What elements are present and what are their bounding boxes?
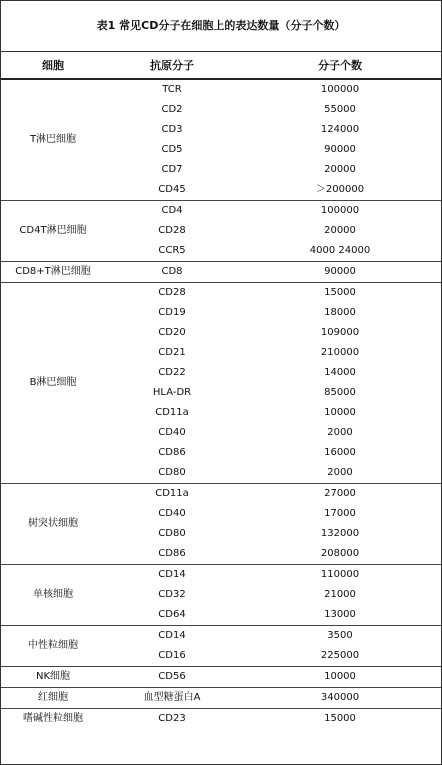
molecule-count: 225000: [320, 650, 360, 661]
molecule-count: 27000: [239, 484, 441, 505]
molecule-count: 90000: [324, 144, 356, 155]
molecule-count: 3500: [239, 626, 441, 647]
molecule-count: 100000: [239, 201, 441, 222]
header-cell-type: 细胞: [1, 52, 105, 79]
antigen: CD40: [158, 508, 186, 519]
molecule-count: 13000: [324, 609, 356, 620]
antigen: CD32: [158, 589, 186, 600]
molecule-count: 18000: [324, 307, 356, 318]
antigen: CD86: [158, 447, 186, 458]
cell-type: T淋巴细胞: [1, 79, 105, 201]
table-row: [1, 79, 441, 100]
cell-type: 单核细胞: [1, 565, 105, 626]
antigen: CD16: [158, 650, 186, 661]
antigen: CD28: [158, 225, 186, 236]
molecule-count: 2000: [327, 467, 353, 478]
molecule-count: 90000: [239, 262, 441, 283]
table-title: 表1 常见CD分子在细胞上的表达数量（分子个数）: [1, 1, 441, 52]
table-row: [1, 667, 441, 688]
table-row: [1, 484, 441, 505]
molecule-count: 55000: [324, 104, 356, 115]
antigen: CD45: [158, 184, 186, 195]
antigen: TCR: [105, 79, 239, 100]
antigen: CD86: [158, 548, 186, 559]
antigen: CD4: [105, 201, 239, 222]
cell-type: 树突状细胞: [1, 484, 105, 565]
antigen: CD19: [158, 307, 186, 318]
antigen: CD80: [158, 528, 186, 539]
molecule-count: 16000: [324, 447, 356, 458]
molecule-count: 132000: [320, 528, 360, 539]
molecule-count: 124000: [320, 124, 360, 135]
table-row: [1, 262, 441, 283]
molecule-count: 4000 24000: [309, 245, 371, 256]
molecule-count: 10000: [324, 407, 356, 418]
molecule-count: 20000: [324, 164, 356, 175]
antigen: CD56: [105, 667, 239, 688]
molecule-count: 17000: [324, 508, 356, 519]
antigen: CD8: [105, 262, 239, 283]
table-body: [1, 79, 441, 729]
molecule-count: 14000: [324, 367, 356, 378]
cell-type: 中性粒细胞: [1, 626, 105, 667]
molecule-count: 110000: [239, 565, 441, 586]
molecule-count: ＞200000: [315, 184, 365, 195]
molecule-count: 210000: [320, 347, 360, 358]
molecule-count: 2000: [327, 427, 353, 438]
antigen: CD3: [161, 124, 183, 135]
molecule-count: 15000: [239, 283, 441, 304]
table-row: [1, 626, 441, 647]
molecule-count: 340000: [239, 688, 441, 709]
antigen: CD23: [105, 709, 239, 730]
antigen: CD11a: [155, 407, 189, 418]
table-row: [1, 688, 441, 709]
antigen: CD5: [161, 144, 183, 155]
table-row: [1, 201, 441, 222]
cell-type: B淋巴细胞: [1, 283, 105, 484]
molecule-count: 10000: [239, 667, 441, 688]
cell-type: 嗜碱性粒细胞: [1, 709, 105, 730]
antigen: CD28: [105, 283, 239, 304]
header-antigen: 抗原分子: [105, 52, 239, 79]
cd-expression-table: [1, 52, 441, 729]
antigen: CD40: [158, 427, 186, 438]
molecule-count: 15000: [239, 709, 441, 730]
antigen: CD11a: [105, 484, 239, 505]
molecule-count: 20000: [324, 225, 356, 236]
antigen: HLA-DR: [152, 387, 192, 398]
molecule-count: 100000: [239, 79, 441, 100]
antigen: CD64: [158, 609, 186, 620]
antigen: CD20: [158, 327, 186, 338]
antigen: CCR5: [158, 245, 186, 256]
cell-type: NK细胞: [1, 667, 105, 688]
antigen: CD14: [105, 626, 239, 647]
header-count: 分子个数: [239, 52, 441, 79]
antigen: CD2: [161, 104, 183, 115]
molecule-count: 21000: [324, 589, 356, 600]
cell-type: 红细胞: [1, 688, 105, 709]
antigen: CD14: [105, 565, 239, 586]
table-row: [1, 709, 441, 730]
cell-type: CD8+T淋巴细胞: [1, 262, 105, 283]
antigen: CD22: [158, 367, 186, 378]
antigen: CD21: [158, 347, 186, 358]
table-row: [1, 283, 441, 304]
antigen: 血型糖蛋白A: [105, 688, 239, 709]
antigen: CD80: [158, 467, 186, 478]
antigen: CD7: [161, 164, 183, 175]
molecule-count: 109000: [320, 327, 360, 338]
table-row: [1, 565, 441, 586]
molecule-count: 85000: [324, 387, 356, 398]
cell-type: CD4T淋巴细胞: [1, 201, 105, 262]
molecule-count: 208000: [320, 548, 360, 559]
header-row: [1, 52, 441, 79]
